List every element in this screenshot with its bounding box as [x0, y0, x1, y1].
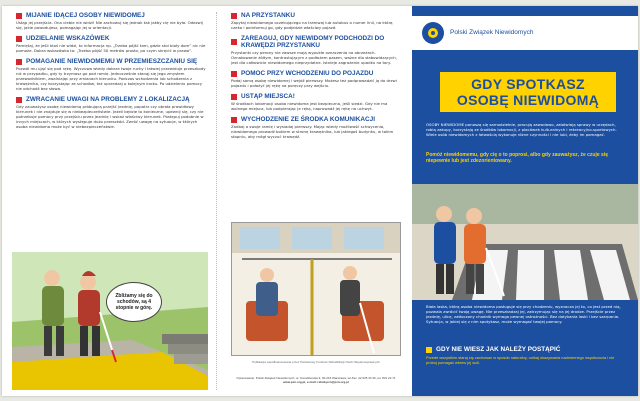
section-exiting	[217, 116, 412, 139]
section-title	[231, 93, 402, 100]
section-title	[231, 12, 402, 19]
section-boarding	[217, 70, 412, 88]
bullet-square-icon	[16, 36, 22, 42]
logo-mark-icon	[422, 22, 444, 44]
stairs-illustration	[12, 252, 208, 390]
section-text: Zadbaj o swoje ramię i wysiadaj pierwszy. Mając wtedy możliwość schwycenia, niewidomego prowadź bokiem w stronę krawężnika, lub jakiegoś budynku, w takim stopniu, aby mógł wyczuć krawędź.	[231, 124, 394, 139]
headline-box	[440, 72, 616, 112]
section-text: Zapytaj niewidomego oczekującego na tramwaj lub autobus o numer linii, na którą czeka i poinformuj go, gdy podjedzie właściwy pojazd.	[231, 20, 393, 30]
section-give-seat	[217, 93, 412, 111]
section-directions	[2, 35, 216, 53]
section-title	[16, 12, 206, 19]
section-heading: POMOC PRZY WCHODZENIU DO POJAZDU	[241, 70, 374, 77]
section-heading: POMAGANIE NIEWIDOMEMU W PRZEMIESZCZANIU SIĘ	[26, 58, 198, 65]
section-title	[16, 58, 206, 65]
section-heading: ZWRACANIE UWAGI NA PROBLEMY Z LOKALIZACJĄ	[26, 96, 190, 103]
section-title	[16, 35, 206, 42]
section-text: Gdy zauważysz osobę niewidomą próbującą przejść jezdnię, popatrz czy obrała prawidłowy kierunek i nie znajduje się w niebezpieczeństwie. Jeżeli będzie to konieczne, upewnij się, czy nie potrzebuje pomocy przy przejściu przez jezdnię i wskaż właściwy kierunek. Postępuj podobnie w innych miejscach, w których występuje dużo przeszkód. Zwróć uwagę na sytuacje, w których osoba niewidoma może być w niebezpieczeństwie.	[16, 104, 204, 129]
white-cane-text: Biała laska, którą osoba niewidoma posługuje się przy chodzeniu, wyznacza jej to, co jest przed nią, pozwala zwrócić twoją uwagę. Nie przeszkadzaj jej, zatrzymując się na jej drodze. Przejście przez jezdnię, ulicę, zatłoczony chodnik wymaga pewnej ostrożności. Bez dotykania laski i bez szarpania. Sytuacja, w jakiej się z nim spotykasz, może wymagać twojej pomocy.	[426, 304, 621, 324]
bullet-square-icon	[231, 13, 237, 19]
section-text: W środkach lokomocji osoba niewidoma jest bezpieczna, jeśli siedzi. Gdy nie ma wolnego miejsca, lub podpierając je ręką, naprowadź jej rękę na uchwyt.	[231, 101, 388, 111]
section-text: Ustąp jej przejścia. Ona ciebie nie widzi! Nie zachowuj się jednak tak jakby cię nie było. Odezwij się, jakie powodujesz, pomagając jej w orientacji.	[16, 20, 203, 30]
speech-bubble: Zbliżamy się do schodów, są 4 stopnie w górę.	[106, 282, 162, 322]
tram-illustration	[231, 222, 401, 356]
section-heading: UDZIELANIE WSKAZÓWEK	[26, 35, 110, 42]
section-title	[231, 116, 402, 123]
section-heading: MIJANIE IDĄCEJ OSOBY NIEWIDOMEJ	[26, 12, 145, 19]
bullet-square-icon	[231, 39, 237, 45]
left-panel	[2, 12, 216, 390]
footer	[231, 376, 401, 384]
middle-panel	[216, 12, 412, 390]
section-platform-edge	[217, 35, 412, 65]
section-heading: ZAREAGUJ, GDY NIEWIDOMY PODCHODZI DO KRAWĘDZI PRZYSTANKU	[241, 35, 385, 49]
bullet-square-icon	[16, 13, 22, 19]
footer-contact: www.pzn.org.pl, e-mail: rehab.pzn@pzn.org.pl	[283, 380, 349, 384]
headline-line-2: OSOBĘ NIEWIDOMĄ	[456, 92, 600, 108]
bullet-square-icon	[426, 347, 432, 353]
section-text: Przystanki czy perony nie zawsze mają wypukłe oznaczenia na obrzeżach. Oznakowanie żółtym, kontrastującym z podłożem pasem, ważne dla słabowidzących, jest dla całkowicie niewidomego nieprzydatne. Istnieje zagrożenie upadku na tory.	[231, 50, 398, 65]
leaflet-sheet	[2, 6, 638, 396]
section-heading: WYCHODZENIE ZE ŚRODKA KOMUNIKACJI	[241, 116, 375, 123]
tram-scene-icon	[232, 223, 401, 356]
section-title	[231, 70, 402, 77]
intro-text: OSOBY NIEWIDOME ponoszą się samodzielnie, pracują zawodowo, załatwiają sprawy w urzędach, robią zakupy, korzystają ze środków lokomocji, z placówek kulturalnych i rekreacyjno-sportowych. Wiele osób niewidomych z łatwością wykonuje różne czynności i nie lubi, żeby im pomagać.	[426, 122, 617, 137]
section-localization	[2, 96, 216, 129]
bullet-square-icon	[231, 117, 237, 123]
bullet-square-icon	[231, 71, 237, 77]
publication-note: Publikacja współfinansowana przez Państwowy Fundusz Rehabilitacji Osób Niepełnosprawnych	[252, 360, 380, 364]
section-title	[231, 35, 402, 49]
bullet-square-icon	[16, 59, 22, 65]
crosswalk-scene-icon	[412, 184, 638, 300]
section-title	[16, 96, 206, 103]
headline-line-1: GDY SPOTKASZ	[471, 76, 585, 92]
section-text: Podaj samą osobę niewidomej i wejdź pierwszy. Możesz też podprowadzić ją do drzwi pojazdu i położyć jej rękę na poręczy przy wejściu.	[231, 78, 397, 88]
logo-band	[412, 16, 638, 50]
pzn-logo-icon	[422, 22, 444, 44]
section-text: Pamiętaj, że jeśli ktoś nie widzi, to informacja np. „Trzeba pójść tam, gdzie stoi biały dom” nic nie pomoże. Dobra wskazówka to: „Trzeba pójść 50 metrów prosto, po czym skręcić w prawo”.	[16, 43, 206, 53]
org-name: Polski Związek Niewidomych	[450, 29, 534, 36]
crosswalk-illustration	[412, 184, 638, 300]
section-heading: NA PRZYSTANKU	[241, 12, 295, 19]
section-text: Pozwól mu ująć się pod rękę. Wyczuwa wtedy dobrze twoje ruchy i łatwiej przewiduje przeszkody niż w przypadku, gdy ty trzymasz go pod ramię. Jednocześnie stanąj się jego zmysłem przewodnikiem, zwalniając przy zmianach kierunku. Podczas wchodzenia lub schodzenia z krawężnika, czy korzystając ze schodów, też uprzedzaj o kolejnym kroku. Po udzieleniu pomocy nie odchodź bez słowa.	[16, 66, 206, 91]
section-passing	[2, 12, 216, 30]
rule-heading	[426, 346, 560, 353]
bullet-square-icon	[231, 94, 237, 100]
section-heading: USTĄP MIEJSCA!	[241, 93, 295, 100]
footer-address: Opracowanie: Polski Związek Niewidomych, ul. Konwiktorska 9, 00-216 Warszawa, tel./fax: 22 635 33 36, tel. 831 22 71	[236, 376, 396, 380]
rule-title: GDY NIE WIESZ JAK NALEŻY POSTĄPIĆ	[436, 346, 561, 353]
rule-text: Przede wszystkim staraj się zachować w sposób naturalny, unikaj okazywania nadmiernego współczucia i nie próbuj pomagać wbrew jej woli.	[426, 355, 615, 365]
section-bus-stop	[217, 12, 412, 30]
section-helping-move	[2, 58, 216, 91]
intro-highlight: Pomóż niewidomemu, gdy cię o to poprosi, albo gdy zauważysz, że czuje się niepewnie lub jest zdezorientowany.	[426, 152, 608, 164]
cover-panel	[412, 6, 638, 396]
bullet-square-icon	[16, 97, 22, 103]
stairs-scene-icon	[12, 252, 208, 390]
